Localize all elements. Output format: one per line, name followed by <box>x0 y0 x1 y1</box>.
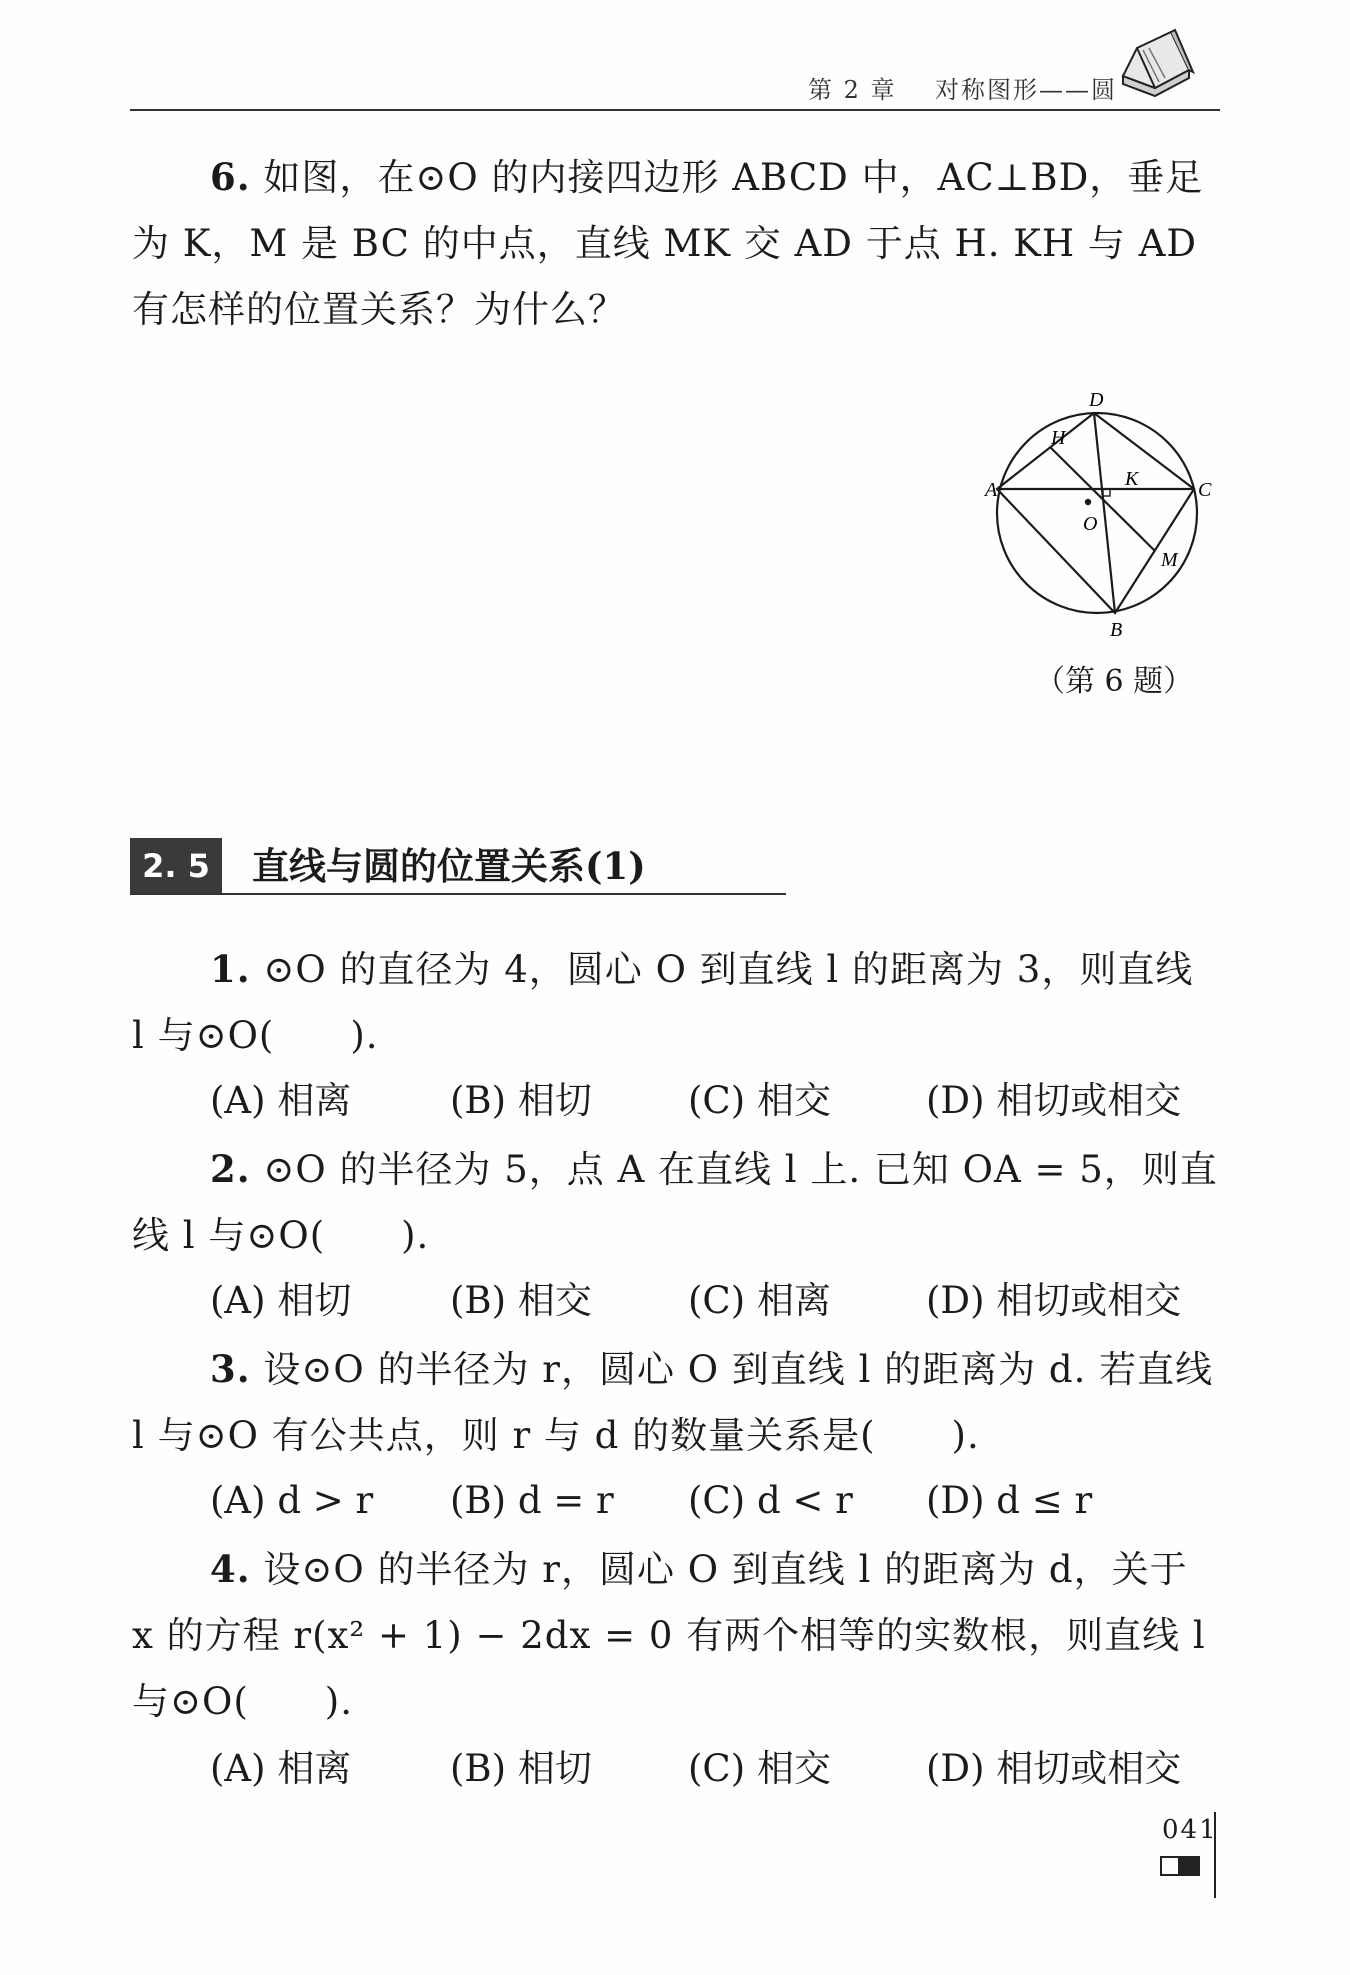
q2-option-b: (B) 相交 <box>450 1279 592 1322</box>
label-k: K <box>1125 468 1139 490</box>
page-number: 041 <box>1162 1815 1218 1845</box>
q4-option-a: (A) 相离 <box>210 1747 352 1790</box>
question-2-text: ⊙O 的半径为 5，点 A 在直线 l 上. 已知 OA = 5，则直线 l 与⊙O( ). <box>132 1148 1218 1257</box>
page-marker-icon <box>1160 1855 1200 1876</box>
q4-option-d: (D) 相切或相交 <box>926 1747 1182 1790</box>
footer-rule <box>1214 1812 1216 1898</box>
q3-option-a: (A) d > r <box>210 1479 374 1522</box>
label-c: C <box>1198 479 1212 501</box>
label-d: D <box>1089 389 1104 411</box>
q2-option-d: (D) 相切或相交 <box>926 1279 1182 1322</box>
q1-option-c: (C) 相交 <box>688 1079 831 1122</box>
label-h: H <box>1051 427 1066 449</box>
question-2 <box>132 1136 1218 1269</box>
chapter-header: 第 2 章 对称图形——圆 <box>808 76 1118 104</box>
question-6-text: 如图，在⊙O 的内接四边形 ABCD 中，AC⊥BD，垂足为 K，M 是 BC 的中点，直线 MK 交 AD 于点 H. KH 与 AD 有怎样的位置关系？为什么？ <box>132 156 1204 331</box>
question-6 <box>132 144 1218 343</box>
q4-option-c: (C) 相交 <box>688 1747 831 1790</box>
q1-option-a: (A) 相离 <box>210 1079 352 1122</box>
q4-option-b: (B) 相切 <box>450 1747 592 1790</box>
q2-option-c: (C) 相离 <box>688 1279 831 1322</box>
question-4-text: 设⊙O 的半径为 r，圆心 O 到直线 l 的距离为 d，关于 x 的方程 r(x² + 1) − 2dx = 0 有两个相等的实数根，则直线 l 与⊙O( ). <box>132 1548 1206 1723</box>
label-m: M <box>1161 549 1178 571</box>
q3-option-c: (C) d < r <box>688 1479 853 1522</box>
question-4 <box>132 1536 1218 1735</box>
section-title: 直线与圆的位置关系(1) <box>252 844 646 888</box>
figure-caption: （第 6 题） <box>1035 664 1194 699</box>
label-b: B <box>1110 619 1123 638</box>
q3-option-d: (D) d ≤ r <box>926 1479 1093 1522</box>
label-o: O <box>1083 513 1098 535</box>
line-mk <box>1050 447 1155 551</box>
question-3-options <box>210 1468 1220 1534</box>
center-point <box>1085 499 1091 505</box>
question-3 <box>132 1336 1218 1469</box>
question-2-number: 2. <box>210 1147 251 1191</box>
question-3-number: 3. <box>210 1347 251 1391</box>
question-6-number: 6. <box>210 155 251 199</box>
q2-option-a: (A) 相切 <box>210 1279 352 1322</box>
question-4-number: 4. <box>210 1547 251 1591</box>
q1-option-d: (D) 相切或相交 <box>926 1079 1182 1122</box>
q1-option-b: (B) 相切 <box>450 1079 592 1122</box>
question-1-text: ⊙O 的直径为 4，圆心 O 到直线 l 的距离为 3，则直线 l 与⊙O( ). <box>132 948 1194 1057</box>
question-1-options <box>210 1068 1220 1134</box>
question-4-options <box>210 1736 1220 1802</box>
question-1 <box>132 936 1218 1069</box>
q3-option-b: (B) d = r <box>450 1479 614 1522</box>
section-number: 2. 5 <box>130 838 222 894</box>
question-3-text: 设⊙O 的半径为 r，圆心 O 到直线 l 的距离为 d. 若直线 l 与⊙O 有公共点，则 r 与 d 的数量关系是( ). <box>132 1348 1214 1457</box>
question-2-options <box>210 1268 1220 1334</box>
section-rule <box>130 893 786 895</box>
question-6-figure <box>975 388 1225 638</box>
question-1-number: 1. <box>210 947 251 991</box>
label-a: A <box>985 479 998 501</box>
book-icon <box>1115 26 1195 106</box>
header-rule <box>130 109 1220 111</box>
